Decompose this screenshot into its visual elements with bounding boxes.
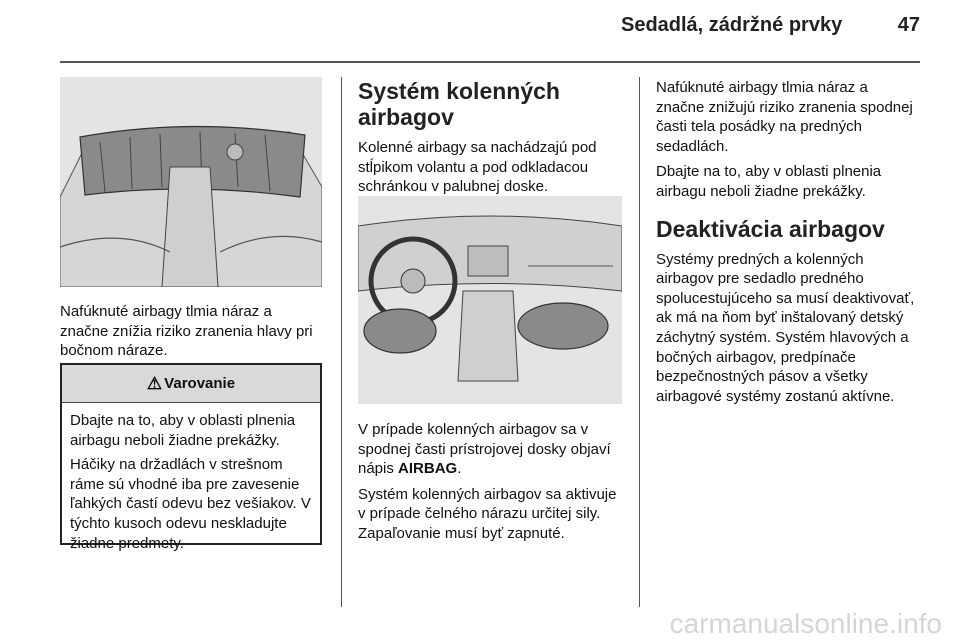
knee-airbag-drawing bbox=[358, 196, 622, 404]
header-divider bbox=[60, 61, 920, 63]
middle-column bbox=[358, 78, 628, 203]
page-number: 47 bbox=[897, 14, 920, 36]
knee-airbag-illustration bbox=[358, 196, 622, 404]
left-column bbox=[60, 302, 322, 367]
knee-airbag-text-end: . bbox=[457, 460, 462, 478]
warning-box bbox=[60, 363, 322, 552]
curtain-airbag-drawing bbox=[60, 77, 322, 287]
deactivation-heading: Deaktivácia airbagov bbox=[656, 215, 885, 242]
warning-title: Varovanie bbox=[164, 375, 236, 392]
deactivation-paragraph: Systémy predných a kolenných airbagov pre sedadlo predného spolucestujúceho sa musí deaktivovať, ak má na ňom byť inštalovaný detský záchytný systém. Systém hlavových a bočných airbagov, predpínače bezpečnostných pásov a všetky airbagové systémy zostanú aktívne. bbox=[656, 250, 915, 405]
curtain-airbag-illustration bbox=[60, 77, 322, 287]
middle-column-lower bbox=[358, 420, 628, 550]
warning-triangle-icon: ⚠ bbox=[146, 373, 163, 393]
knee-airbag-text: V prípade kolenných airbagov sa v spodnej časti prístrojovej dosky objaví nápis bbox=[358, 421, 611, 478]
knee-airbag-paragraph-1 bbox=[358, 420, 628, 479]
page-header bbox=[621, 14, 920, 37]
watermark: carmanualsonline.info bbox=[669, 608, 942, 639]
airbag-label: AIRBAG bbox=[398, 460, 458, 478]
curtain-airbag-caption: Nafúknuté airbagy tlmia náraz a značne znížia riziko zranenia hlavy pri bočnom náraze. bbox=[60, 303, 313, 360]
right-paragraph-2: Dbajte na to, aby v oblasti plnenia airbagu neboli žiadne prekážky. bbox=[656, 163, 882, 200]
column-divider-2 bbox=[639, 77, 640, 607]
warning-body bbox=[62, 403, 320, 553]
right-paragraph-1: Nafúknuté airbagy tlmia náraz a značne znižujú riziko zranenia spodnej časti tela posádky na predných sedadlách. bbox=[656, 79, 913, 155]
knee-airbag-intro: Kolenné airbagy sa nachádzajú pod stĺpikom volantu a pod odkladacou schránkou v palubnej doske. bbox=[358, 139, 597, 196]
column-divider-1 bbox=[341, 77, 342, 607]
warning-header bbox=[62, 365, 320, 403]
knee-airbag-paragraph-2: Systém kolenných airbagov sa aktivuje v prípade čelného nárazu určitej sily. Zapaľovanie musí byť zapnuté. bbox=[358, 485, 617, 542]
knee-airbag-heading: Systém kolenných airbagov bbox=[358, 78, 560, 130]
warning-paragraph-1: Dbajte na to, aby v oblasti plnenia airbagu neboli žiadne prekážky. bbox=[70, 412, 296, 449]
right-column bbox=[656, 78, 920, 412]
warning-paragraph-2: Háčiky na držadlách v strešnom ráme sú vhodné iba pre zavesenie ľahkých častí odevu bez vešiakov. V týchto kusoch odevu neskladujte žiadne predmety. bbox=[70, 456, 311, 552]
page-title: Sedadlá, zádržné prvky bbox=[620, 14, 843, 36]
